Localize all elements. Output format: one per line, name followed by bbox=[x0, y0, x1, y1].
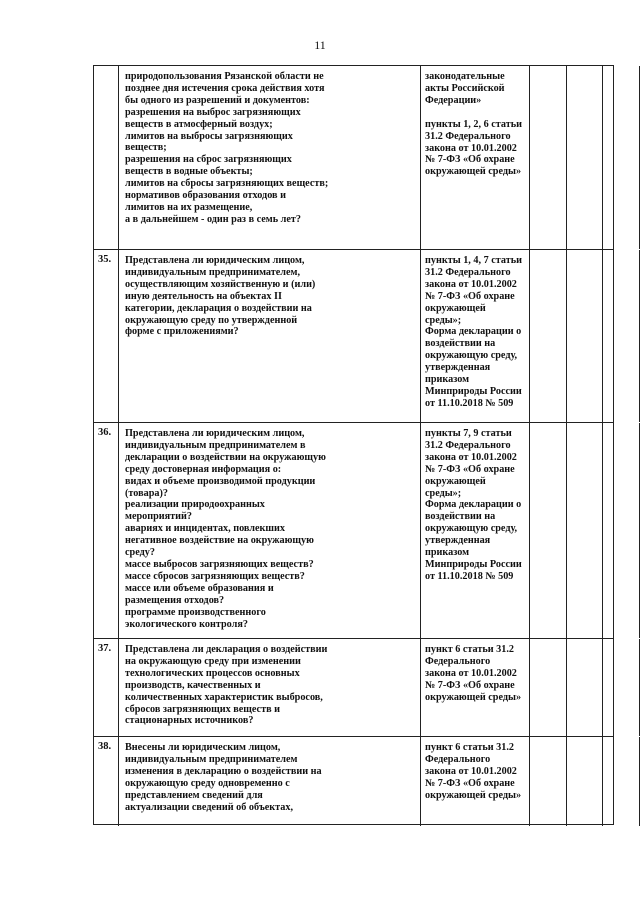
reference-line: среды»; bbox=[425, 314, 462, 326]
reference-line: окружающую среду, bbox=[425, 350, 518, 362]
table-row bbox=[94, 66, 613, 250]
question-text bbox=[119, 250, 420, 338]
legal-reference-text bbox=[421, 66, 529, 178]
question-line: экологического контроля? bbox=[125, 618, 248, 630]
question-line: технологических процессов основных bbox=[125, 667, 300, 679]
legal-reference-text bbox=[421, 423, 529, 583]
reference-line: утвержденная bbox=[425, 535, 491, 547]
reference-line: окружающей среды» bbox=[425, 166, 522, 178]
answer-na-cell bbox=[603, 737, 640, 826]
row-number: 35. bbox=[98, 254, 112, 265]
answer-yes-cell bbox=[530, 737, 567, 826]
reference-line: пункты 1, 2, 6 статьи bbox=[425, 118, 522, 130]
reference-line: окружающую среду, bbox=[425, 523, 518, 535]
reference-line: законодательные bbox=[425, 71, 505, 82]
question-line: индивидуальным предпринимателем, bbox=[125, 266, 301, 278]
reference-line: Федерального bbox=[425, 655, 491, 667]
question-line: нормативов образования отходов и bbox=[125, 190, 286, 202]
legal-reference-cell bbox=[421, 639, 530, 736]
legal-reference-text bbox=[421, 737, 529, 802]
question-line: разрешения на выброс загрязняющих bbox=[125, 106, 301, 118]
reference-line: закона от 10.01.2002 bbox=[425, 451, 517, 463]
reference-line bbox=[425, 107, 525, 119]
reference-line: приказом bbox=[425, 374, 470, 386]
reference-line: среды»; bbox=[425, 487, 462, 499]
reference-line: закона от 10.01.2002 bbox=[425, 142, 517, 154]
question-line: природопользования Рязанской области не bbox=[125, 71, 324, 82]
question-text bbox=[119, 423, 420, 630]
legal-reference-cell bbox=[421, 737, 530, 826]
question-line: позднее дня истечения срока действия хотя bbox=[125, 82, 325, 94]
row-number: 36. bbox=[98, 427, 112, 438]
answer-na-cell bbox=[603, 423, 640, 638]
reference-line: Минприроды России bbox=[425, 558, 522, 570]
row-number-cell bbox=[94, 639, 119, 736]
question-line: представлением сведений для bbox=[125, 789, 263, 801]
question-text bbox=[119, 66, 420, 226]
row-number-cell bbox=[94, 66, 119, 249]
reference-line: воздействии на bbox=[425, 338, 496, 350]
question-text bbox=[119, 639, 420, 727]
reference-line: воздействии на bbox=[425, 511, 496, 523]
table-row bbox=[94, 250, 613, 423]
question-line: веществ в водные объекты; bbox=[125, 166, 253, 178]
row-number: 37. bbox=[98, 643, 112, 654]
question-cell bbox=[119, 250, 421, 422]
row-number: 38. bbox=[98, 741, 112, 752]
question-cell bbox=[119, 66, 421, 249]
table-row bbox=[94, 423, 613, 639]
row-number-cell bbox=[94, 423, 119, 638]
reference-line: пункты 1, 4, 7 статьи bbox=[425, 255, 522, 266]
reference-line: Форма декларации о bbox=[425, 326, 522, 338]
question-line: видах и объеме производимой продукции bbox=[125, 475, 316, 487]
reference-line: Федерального bbox=[425, 753, 491, 765]
question-line: окружающую среду по утвержденной bbox=[125, 314, 298, 326]
question-line: авариях и инцидентах, повлекших bbox=[125, 523, 285, 535]
reference-line: окружающей среды» bbox=[425, 789, 522, 801]
question-line: реализации природоохранных bbox=[125, 499, 265, 511]
answer-na-cell bbox=[603, 250, 640, 422]
question-line: иную деятельность на объектах II bbox=[125, 290, 282, 302]
answer-no-cell bbox=[567, 66, 603, 249]
question-line: а в дальнейшем - один раз в семь лет? bbox=[125, 213, 302, 225]
question-line: среду? bbox=[125, 547, 155, 559]
reference-line: № 7-ФЗ «Об охране bbox=[425, 777, 515, 789]
reference-line: Федерации» bbox=[425, 94, 482, 106]
question-line: веществ в атмосферный воздух; bbox=[125, 118, 273, 130]
reference-line: 31.2 Федерального bbox=[425, 130, 511, 142]
reference-line: № 7-ФЗ «Об охране bbox=[425, 463, 515, 475]
answer-na-cell bbox=[603, 639, 640, 736]
reference-line: от 11.10.2018 № 509 bbox=[425, 570, 514, 582]
answer-na-cell bbox=[603, 66, 640, 249]
question-line: мероприятий? bbox=[125, 511, 192, 523]
reference-line: 31.2 Федерального bbox=[425, 266, 511, 278]
reference-line: пункт 6 статьи 31.2 bbox=[425, 644, 515, 655]
question-line: на окружающую среду при изменении bbox=[125, 655, 301, 667]
reference-line: акты Российской bbox=[425, 82, 505, 94]
question-cell bbox=[119, 737, 421, 826]
reference-line: закона от 10.01.2002 bbox=[425, 278, 517, 290]
question-line: лимитов на сбросы загрязняющих веществ; bbox=[125, 178, 329, 190]
reference-line: пункт 6 статьи 31.2 bbox=[425, 742, 515, 753]
question-line: категории, декларация о воздействии на bbox=[125, 302, 312, 314]
question-line: веществ; bbox=[125, 142, 167, 154]
answer-yes-cell bbox=[530, 639, 567, 736]
question-line: сбросов загрязняющих веществ и bbox=[125, 703, 280, 715]
reference-line: Минприроды России bbox=[425, 385, 522, 397]
answer-yes-cell bbox=[530, 423, 567, 638]
question-line: программе производственного bbox=[125, 606, 266, 618]
legal-reference-text bbox=[421, 250, 529, 410]
question-line: форме с приложениями? bbox=[125, 326, 239, 338]
question-line: индивидуальным предпринимателем в bbox=[125, 439, 306, 451]
question-line: массе или объеме образования и bbox=[125, 582, 274, 594]
question-line: лимитов на их размещение, bbox=[125, 201, 253, 213]
reference-line: от 11.10.2018 № 509 bbox=[425, 397, 514, 409]
legal-reference-cell bbox=[421, 250, 530, 422]
answer-yes-cell bbox=[530, 250, 567, 422]
reference-line: № 7-ФЗ «Об охране bbox=[425, 679, 515, 691]
legal-reference-cell bbox=[421, 423, 530, 638]
question-line: количественных характеристик выбросов, bbox=[125, 691, 323, 703]
reference-line: закона от 10.01.2002 bbox=[425, 765, 517, 777]
question-line: бы одного из разрешений и документов: bbox=[125, 94, 310, 106]
reference-line: окружающей среды» bbox=[425, 691, 522, 703]
question-cell bbox=[119, 423, 421, 638]
question-line: (товара)? bbox=[125, 487, 168, 499]
question-line: стационарных источников? bbox=[125, 715, 254, 727]
legal-reference-cell bbox=[421, 66, 530, 249]
row-number bbox=[94, 66, 118, 70]
question-line: окружающую среду одновременно с bbox=[125, 777, 290, 789]
answer-no-cell bbox=[567, 250, 603, 422]
table-row bbox=[94, 639, 613, 737]
reference-line: № 7-ФЗ «Об охране bbox=[425, 154, 515, 166]
reference-line: окружающей bbox=[425, 475, 486, 487]
answer-no-cell bbox=[567, 737, 603, 826]
reference-line: № 7-ФЗ «Об охране bbox=[425, 290, 515, 302]
question-line: Представлена ли юридическим лицом, bbox=[125, 428, 305, 439]
question-line: декларации о воздействии на окружающую bbox=[125, 451, 326, 463]
reference-line: утвержденная bbox=[425, 362, 491, 374]
question-line: лимитов на выбросы загрязняющих bbox=[125, 130, 293, 142]
question-line: Внесены ли юридическим лицом, bbox=[125, 742, 281, 753]
question-line: актуализации сведений об объектах, bbox=[125, 801, 294, 813]
page-number: 11 bbox=[314, 38, 326, 52]
answer-no-cell bbox=[567, 423, 603, 638]
question-line: среду достоверная информация о: bbox=[125, 463, 282, 475]
question-cell bbox=[119, 639, 421, 736]
answer-no-cell bbox=[567, 639, 603, 736]
table-row bbox=[94, 737, 613, 826]
row-number-cell bbox=[94, 250, 119, 422]
question-line: разрешения на сброс загрязняющих bbox=[125, 154, 292, 166]
row-number-cell bbox=[94, 737, 119, 826]
checklist-table bbox=[93, 65, 614, 825]
question-line: размещения отходов? bbox=[125, 594, 225, 606]
question-line: Представлена ли декларация о воздействии bbox=[125, 644, 328, 655]
reference-line: приказом bbox=[425, 547, 470, 559]
legal-reference-text bbox=[421, 639, 529, 704]
question-line: негативное воздействие на окружающую bbox=[125, 535, 314, 547]
question-line: Представлена ли юридическим лицом, bbox=[125, 255, 305, 266]
question-line: изменения в декларацию о воздействии на bbox=[125, 765, 322, 777]
question-line: осуществляющим хозяйственную и (или) bbox=[125, 278, 316, 290]
question-line: индивидуальным предпринимателем bbox=[125, 753, 298, 765]
reference-line: пункты 7, 9 статьи bbox=[425, 428, 512, 439]
question-line: производств, качественных и bbox=[125, 679, 261, 691]
question-text bbox=[119, 737, 420, 813]
reference-line: окружающей bbox=[425, 302, 486, 314]
answer-yes-cell bbox=[530, 66, 567, 249]
reference-line: Форма декларации о bbox=[425, 499, 522, 511]
question-line: массе сбросов загрязняющих веществ? bbox=[125, 570, 305, 582]
question-line: массе выбросов загрязняющих веществ? bbox=[125, 558, 314, 570]
reference-line: 31.2 Федерального bbox=[425, 439, 511, 451]
reference-line: закона от 10.01.2002 bbox=[425, 667, 517, 679]
